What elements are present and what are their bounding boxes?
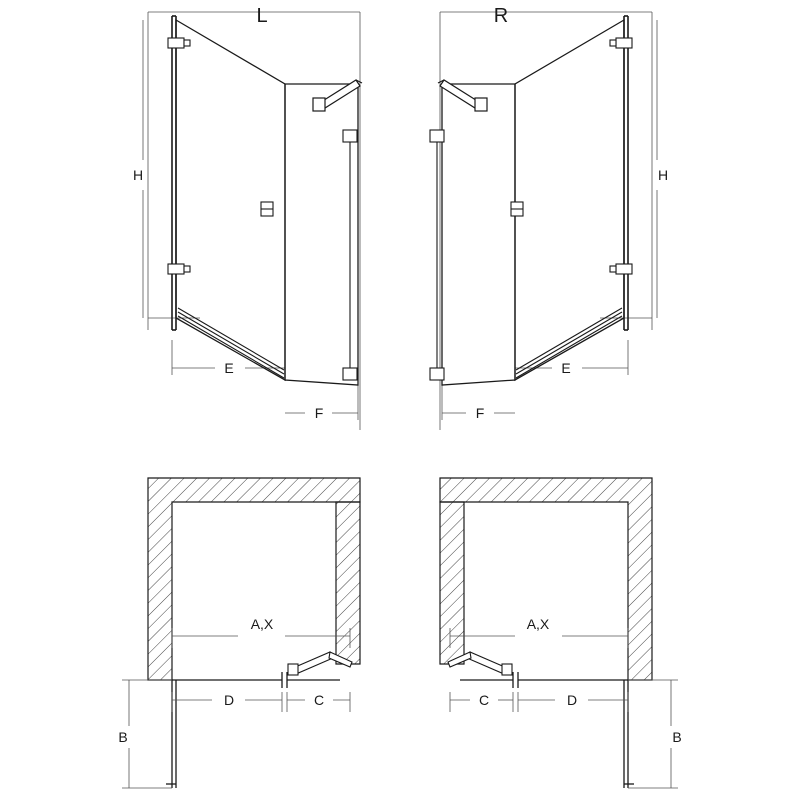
plan-left-depth-dimension (122, 680, 172, 788)
plan-right-fixed-width-label: C (478, 692, 490, 708)
elevation-right-handle (511, 202, 523, 216)
plan-right-panel-dimensions (450, 692, 628, 712)
elevation-left-height-label: H (132, 167, 144, 183)
plan-right-depth-dimension (628, 680, 678, 788)
elevation-right-variant-label: R (493, 5, 509, 27)
elevation-right-hinge-top (610, 38, 632, 48)
elevation-right-view (430, 5, 668, 430)
plan-left-wall (148, 478, 360, 680)
plan-left-fixed-width-label: C (313, 692, 325, 708)
elevation-left-bottom-bracket (343, 368, 357, 380)
elevation-left-hinge-top (168, 38, 190, 48)
elevation-right-door-label: E (561, 360, 571, 376)
plan-right-door-width-label: D (566, 692, 578, 708)
elevation-right-height-label: H (657, 167, 669, 183)
elevation-right-bottom-bracket (430, 368, 444, 380)
plan-left-door-width-label: D (223, 692, 235, 708)
plan-right-depth-label: B (672, 729, 682, 745)
elevation-right-fixed-panel (442, 84, 515, 385)
plan-right-door-leaf (624, 680, 634, 788)
elevation-left-hinge-bottom (168, 264, 190, 274)
elevation-left-wall-bracket (343, 130, 357, 380)
plan-left-view (118, 478, 360, 788)
plan-left-depth-label: B (118, 729, 128, 745)
elevation-left-fixed-panel (285, 84, 358, 385)
elevation-left-handle (261, 202, 273, 216)
plan-right-wall (440, 478, 652, 680)
elevation-left-variant-label: L (256, 5, 268, 27)
elevation-right-door-panel (515, 20, 624, 380)
elevation-left-door-panel (176, 20, 285, 380)
elevation-left-door-label: E (224, 360, 234, 376)
plan-left-track (172, 672, 340, 688)
elevation-left-view (133, 5, 362, 430)
elevation-right-fixed-label: F (475, 405, 485, 421)
plan-right-track (460, 672, 628, 688)
plan-right-overall-label: A,X (526, 616, 550, 632)
elevation-left-fixed-label: F (314, 405, 324, 421)
plan-left-overall-label: A,X (250, 616, 274, 632)
plan-right-view (440, 478, 682, 788)
plan-left-door-leaf (166, 680, 176, 788)
elevation-right-hinge-bottom (610, 264, 632, 274)
